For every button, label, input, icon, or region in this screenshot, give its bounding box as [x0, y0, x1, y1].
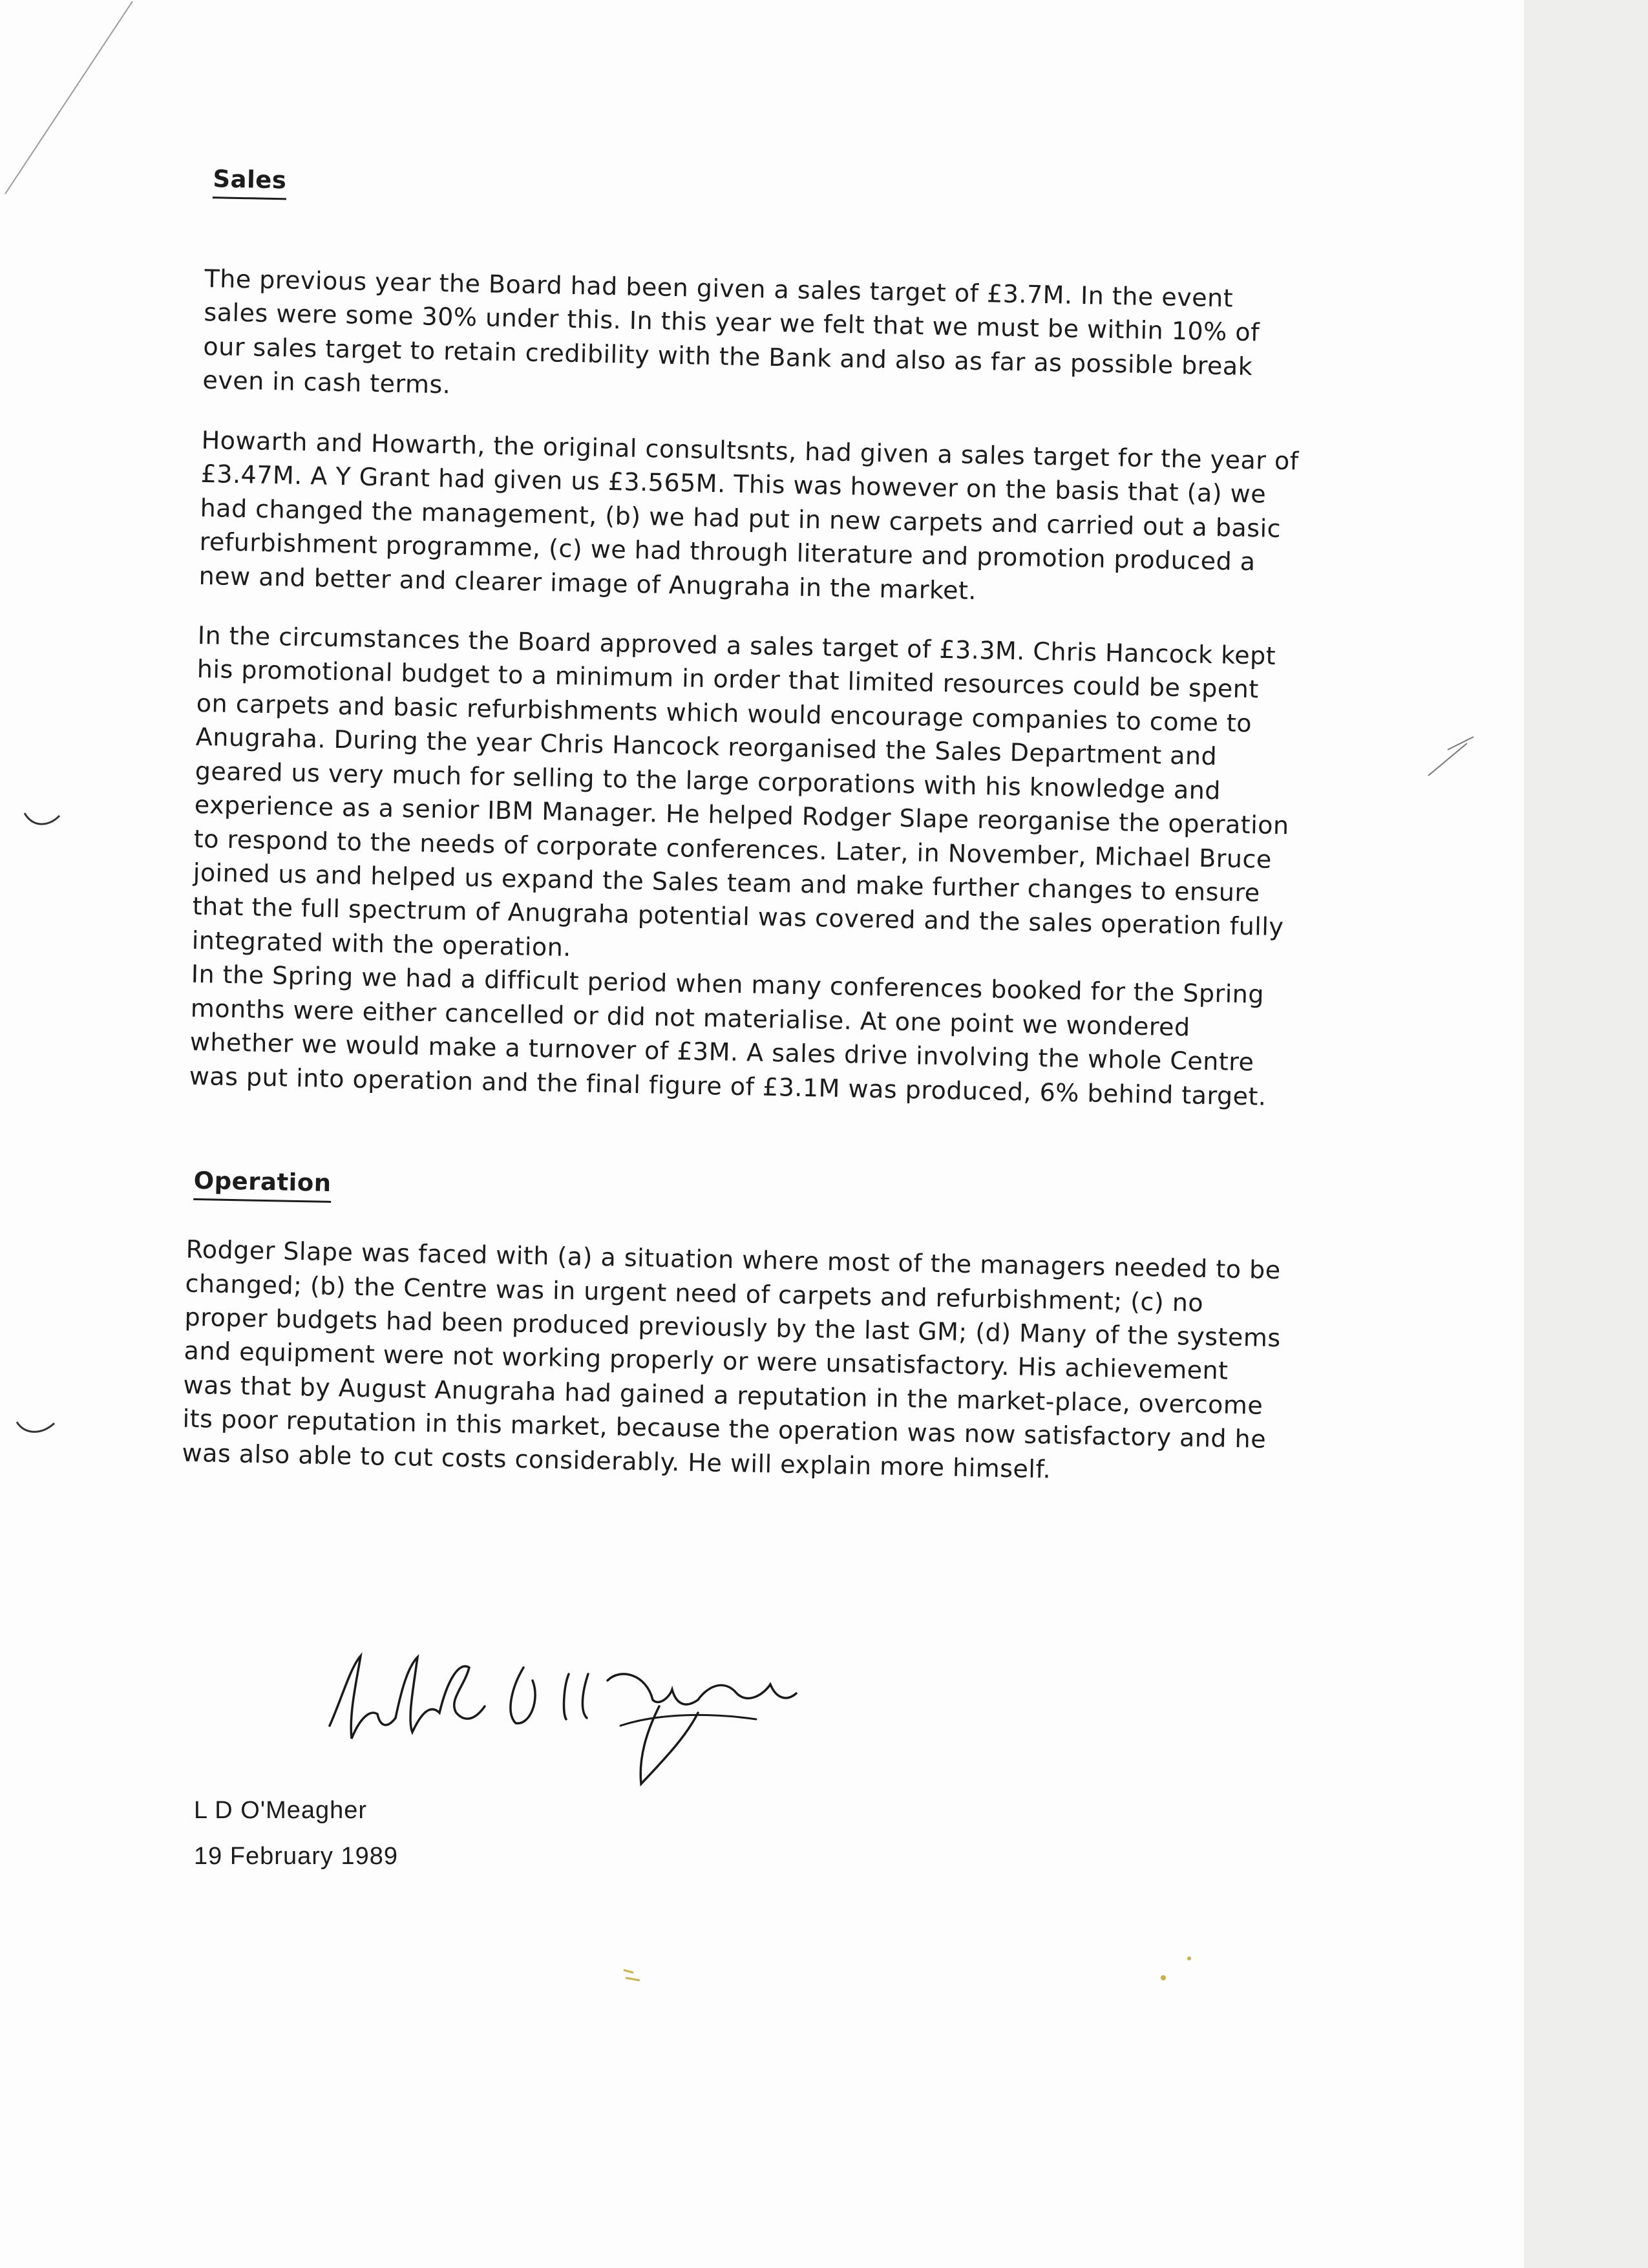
handwritten-signature	[310, 1642, 801, 1790]
sales-section	[189, 162, 1305, 1114]
scan-margin	[1524, 0, 1648, 2268]
operation-section	[182, 1119, 1287, 1491]
sales-paragraph-3: In the circumstances the Board approved a sales target of £3.3M. Chris Hancock kept his promotional budget to a minimum in order that limited resources could be spent on carpets and basic refurbishments which would encourage companies to come to Anugraha. During the year Chris Hancock reorganised the Sales Department and geared us very much for selling to the large corporations with his knowledge and experience as a senior IBM Manager. He helped Rodger Slape reorganise the operation to respond to the needs of corporate conferences. Later, in November, Michael Bruce joined us and helped us expand the Sales team and make further changes to ensure that the full spectrum of Anugraha potential was covered and the sales operation fully integrated with the operation.	[191, 620, 1290, 962]
sales-paragraph-2: Howarth and Howarth, the original consultsnts, had given a sales target for the year of £3.47M. A Y Grant had given us £3.565M. This was however on the basis that (a) we had changed the management, (b) we had put in new carpets and carried out a basic refurbishment programme, (c) we had through literature and promotion produced a new and better and clearer image of Anugraha in the market.	[198, 425, 1300, 605]
section-heading-sales: Sales	[213, 162, 287, 200]
sales-paragraph-4: In the Spring we had a difficult period when many conferences booked for the Spring months were either cancelled or did not materialise. At one point we wondered whether we would make a turnover of £3M. A sales drive involving the whole Centre was put into operation and the final figure of £3.1M was produced, 6% behind target.	[189, 960, 1267, 1111]
letter-date: 19 February 1989	[194, 1843, 398, 1870]
signatory-name: L D O'Meagher	[194, 1797, 368, 1824]
sales-paragraph-1: The previous year the Board had been given a sales target of £3.7M. In the event sales were some 30% under this. In this year we felt that we must be within 10% of our sales target to retain credibility with the Bank and also as far as possible break even in cash terms.	[202, 264, 1260, 399]
operation-paragraph-1: Rodger Slape was faced with (a) a situation where most of the managers needed to be changed; (b) the Centre was in urgent need of carpets and refurbishment; (c) no proper budgets had been produced previously by the last GM; (d) Many of the systems and equipment were not working properly or were unsatisfactory. His achievement was that by August Anugraha had gained a reputation in the market-place, overcome its poor reputation in this market, because the operation was now satisfactory and he was also able to cut costs considerably. He will explain more himself.	[182, 1235, 1282, 1484]
signature-block	[194, 1642, 840, 1871]
letter-body	[181, 162, 1305, 1516]
section-heading-operation: Operation	[193, 1164, 332, 1203]
